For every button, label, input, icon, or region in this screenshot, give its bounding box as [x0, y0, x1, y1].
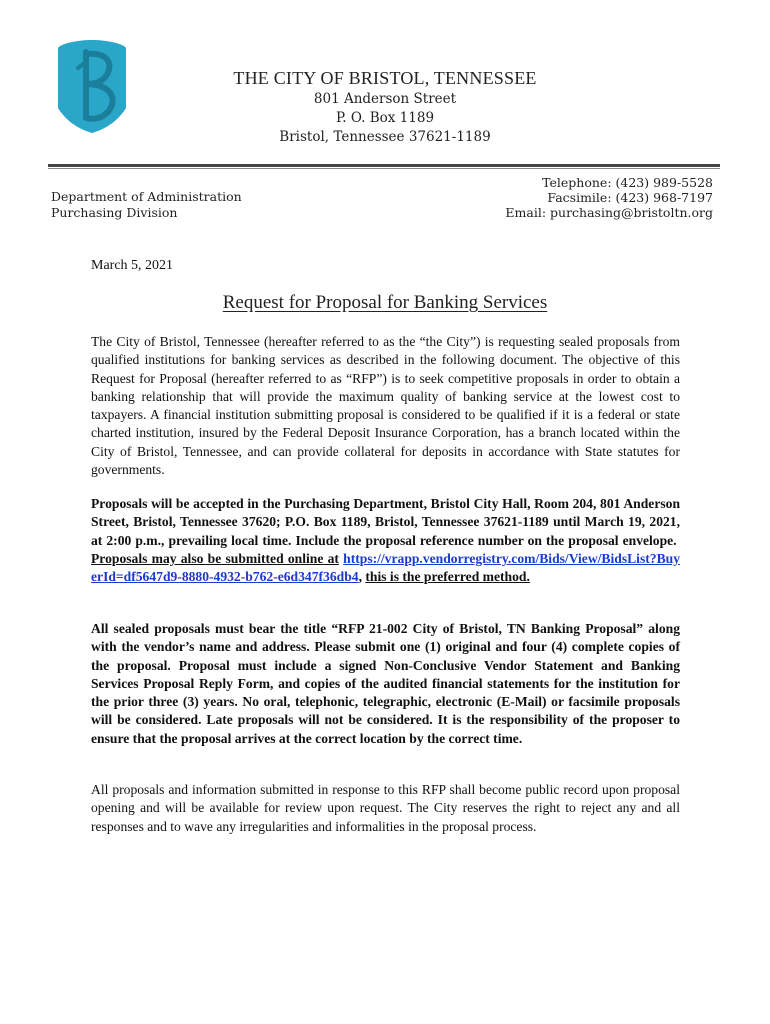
city-of-bristol-logo: [56, 38, 128, 134]
header-divider-thin: [48, 168, 720, 169]
preferred-method-text: this is the preferred method.: [365, 569, 530, 585]
division-name: Purchasing Division: [51, 205, 178, 220]
submission-paragraph: Proposals will be accepted in the Purchasing Department, Bristol City Hall, Room 204, 801 Anderson Street, Bristol, Tennessee 37620; P.O. Box 1189, Bristol, Tennessee 37621-1189 until March 19, 2021, at 2:00 p.m., prevailing local time. Include the proposal reference number on the proposal envelope. Proposals may also be submitted online at https://vrapp.vendorregistry.com/Bids/View/BidsList?BuyerId=df5647d9-8880-4932-b762-e6d347f36db4, this is the preferred method.: [91, 496, 680, 585]
facsimile-number: Facsimile: (423) 968-7197: [547, 190, 713, 205]
letter-date: March 5, 2021: [91, 258, 174, 273]
intro-paragraph: The City of Bristol, Tennessee (hereafter referred to as the “the City”) is requesting sealed proposals from qualified institutions for banking services as described in the following document. The objective of this Request for Proposal (hereafter referred to as “RFP”) is to seek competitive proposals in order to obtain a banking relationship that will provide the maximum quality of banking service at the lowest cost to taxpayers. A financial institution submitting proposal is considered to be qualified if it is a federal or state charted institution, insured by the Federal Deposit Insurance Corporation, has a branch located within the City of Bristol, Tennessee, and can provide collateral for deposits in accordance with State statutes for governments.: [91, 334, 680, 478]
vendor-registry-link[interactable]: https://vrapp.vendorregistry.com/Bids/View/BidsList?BuyerId=df5647d9-8880-4932-b762-e6d347f36db4: [91, 550, 680, 585]
public-record-paragraph: All proposals and information submitted in response to this RFP shall become public record upon proposal opening and will be available for review upon request. The City reserves the right to reject any and all responses and to wave any irregularities and informalities in the proposal process.: [91, 782, 680, 834]
address-city-zip: Bristol, Tennessee 37621-1189: [279, 129, 491, 145]
proposal-requirements-paragraph: All sealed proposals must bear the title “RFP 21-002 City of Bristol, TN Banking Proposal” along with the vendor’s name and address. Please submit one (1) original and four (4) complete copies of the proposal. Proposal must include a signed Non-Conclusive Vendor Statement and Banking Services Proposal Reply Form, and copies of the audited financial statements for the institution for the prior three (3) years. No oral, telephonic, telegraphic, electronic (E-Mail) or facsimile proposals will be considered. Late proposals will not be considered. It is the responsibility of the proposer to ensure that the proposal arrives at the correct location by the correct time.: [91, 621, 680, 746]
header-divider: [48, 164, 720, 167]
email-address: Email: purchasing@bristoltn.org: [505, 205, 713, 220]
online-submission-text: Proposals may also be submitted online at: [91, 550, 339, 566]
city-name-heading: THE CITY OF BRISTOL, TENNESSEE: [233, 68, 537, 88]
telephone-number: Telephone: (423) 989-5528: [542, 175, 713, 190]
document-title: Request for Proposal for Banking Services: [222, 292, 548, 313]
department-name: Department of Administration: [51, 189, 242, 204]
address-po-box: P. O. Box 1189: [335, 110, 435, 126]
address-street: 801 Anderson Street: [313, 91, 457, 107]
submission-instructions: Proposals will be accepted in the Purchasing Department, Bristol City Hall, Room 204, 801 Anderson Street, Bristol, Tennessee 37620; P.O. Box 1189, Bristol, Tennessee 37621-1189 until March 19, 2021, at 2:00 p.m., prevailing local time. Include the proposal reference number on the proposal envelope.: [91, 496, 680, 548]
